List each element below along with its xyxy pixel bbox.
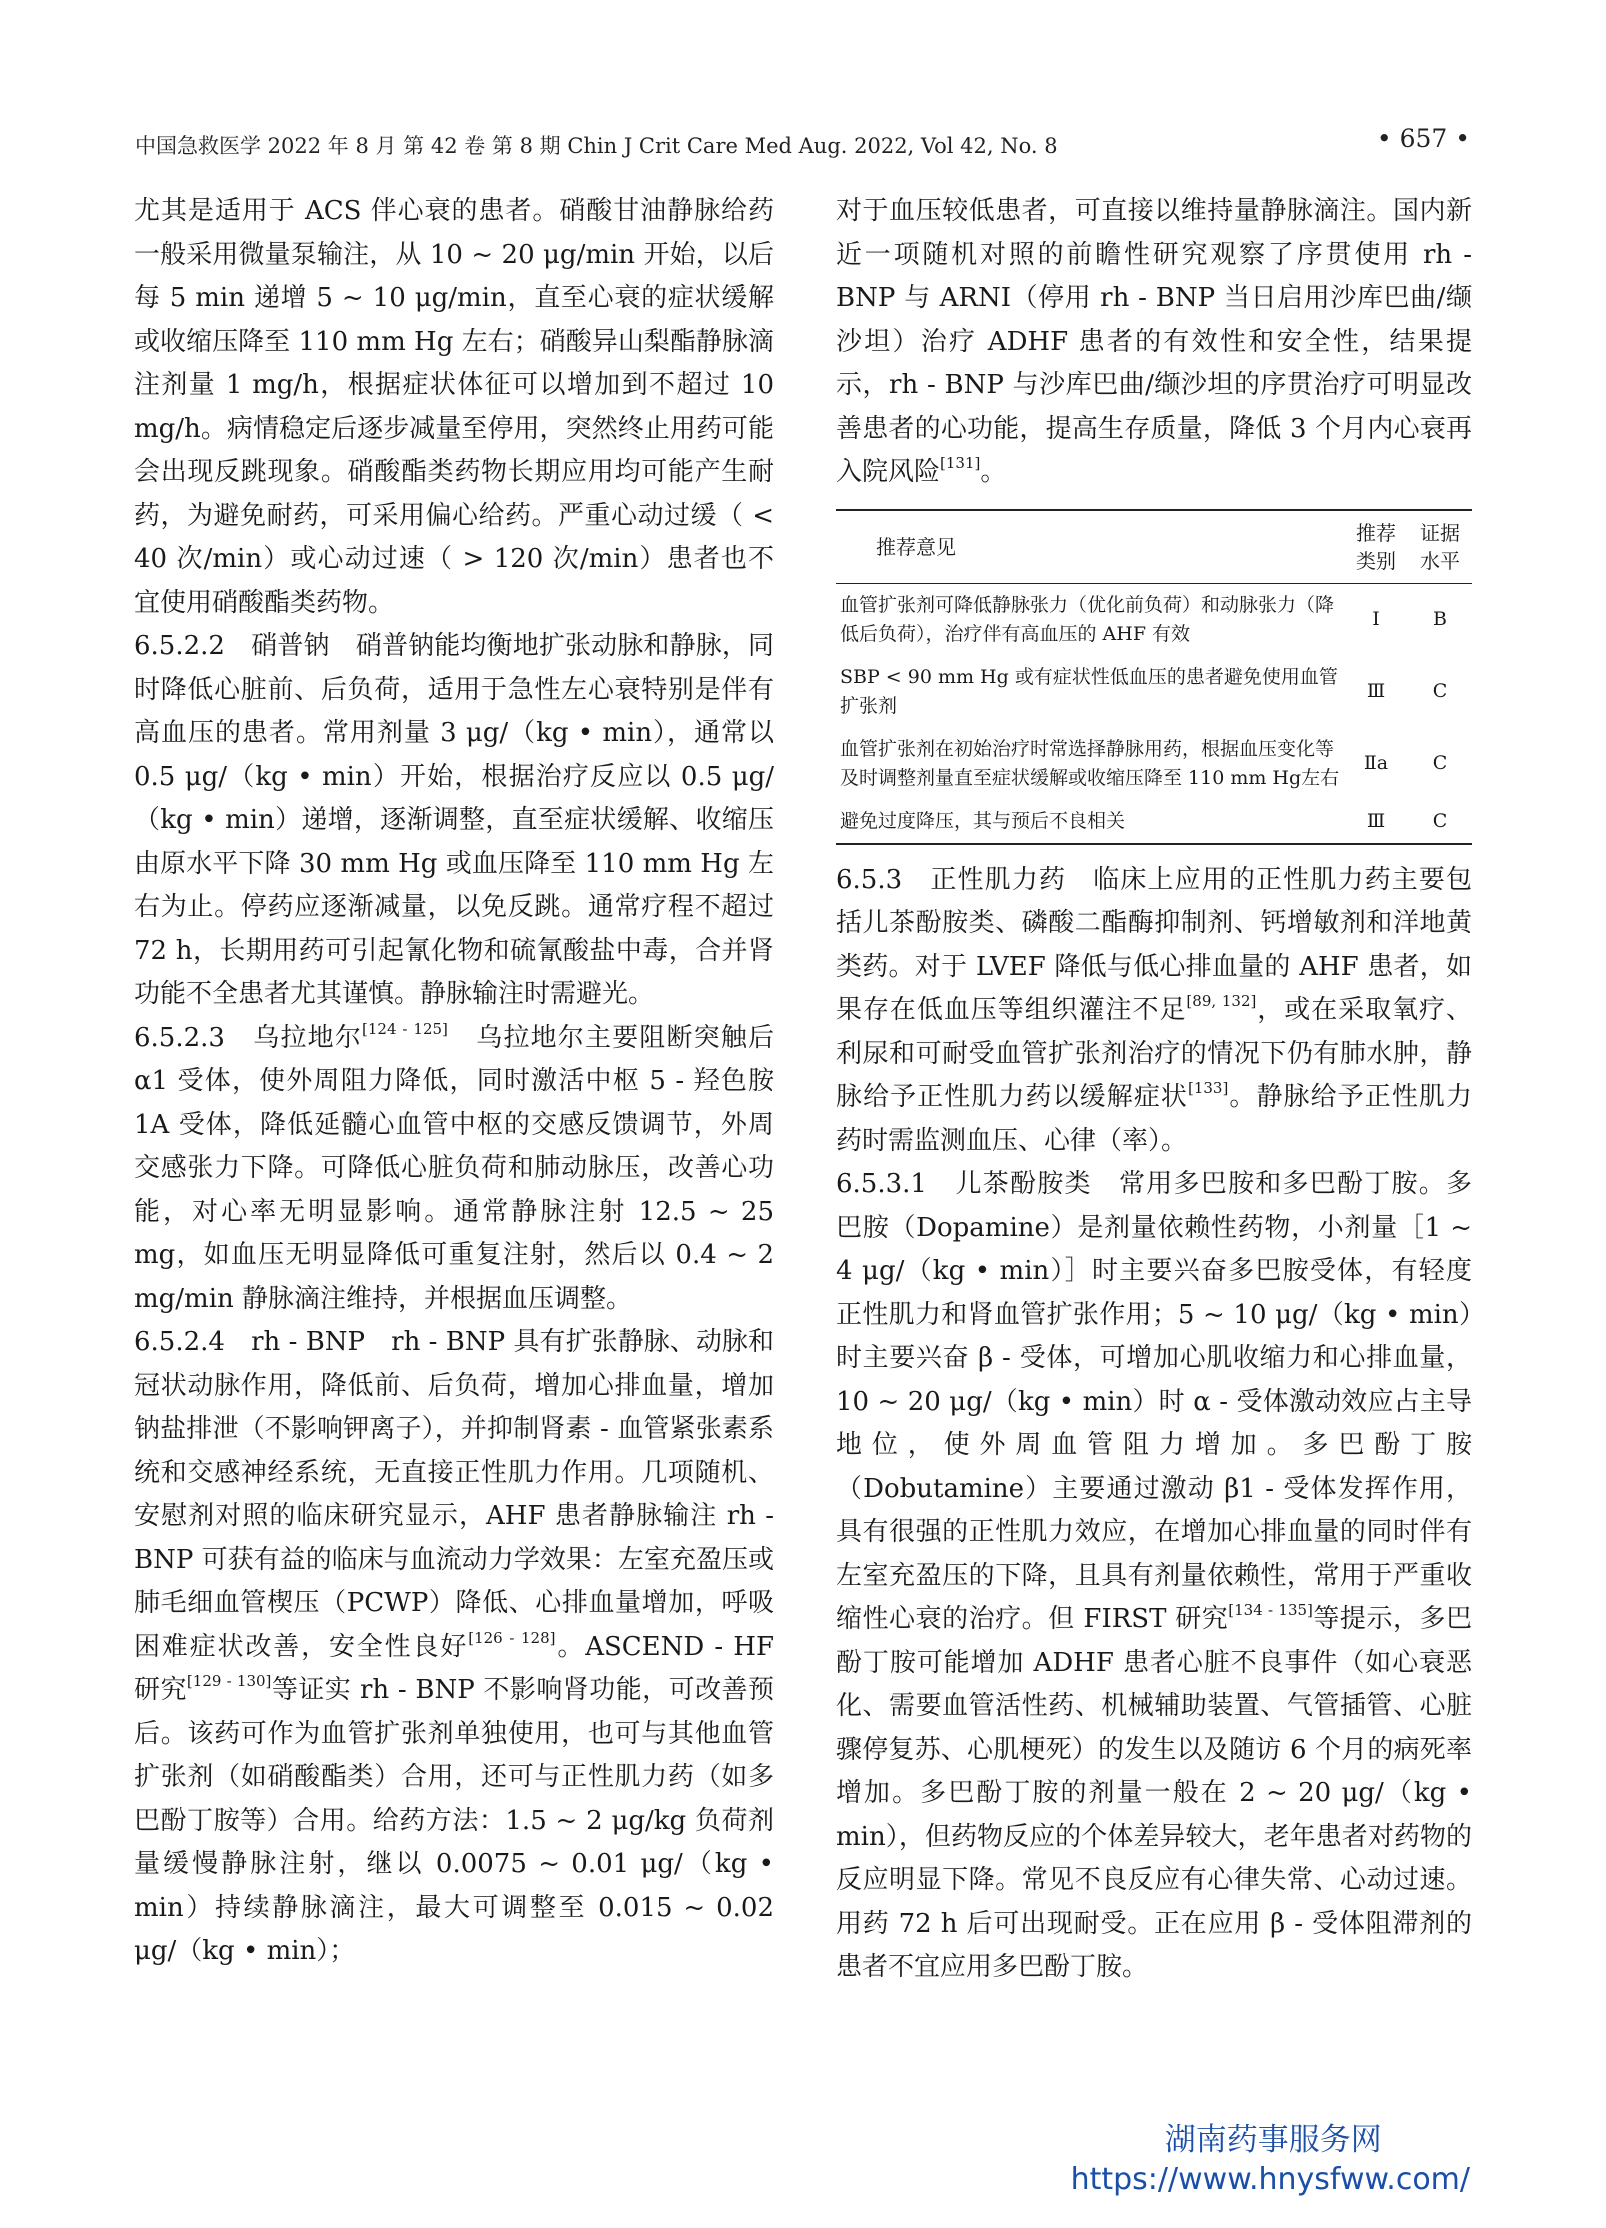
header-recommendation: 推荐意见 xyxy=(836,510,1344,584)
recommendation-class: Ⅲ xyxy=(1366,680,1386,702)
section-6-5-3-1: 6.5.3.1 儿茶酚胺类 常用多巴胺和多巴酚丁胺。多巴胺（Dopamine）是剂量依赖性药物，小剂量［1 ~ 4 μg/（kg • min）］时主要兴奋多巴胺受体，有轻度正性肌力和肾血管扩张作用；5 ~ 10 μg/（kg • min）时主要兴奋 β - 受体，可增加心肌收缩力和心排血量，10 ~ 20 μg/（kg • min）时 α - 受体激动效应占主导地位，使外周血管阻力增加。多巴酚丁胺（Dobutamine）主要通过激动 β1 - 受体发挥作用，具有很强的正性肌力效应，在增加心排血量的同时伴有左室充盈压的下降，且具有剂量依赖性，常用于严重收缩性心衰的治疗。但 FIRST 研究[134 - 135]等提示，多巴酚丁胺可能增加 ADHF 患者心脏不良事件（如心衰恶化、需要血管活性药、机械辅助装置、气管插管、心脏骤停复苏、心肌梗死）的发生以及随访 6 个月的病死率增加。多巴酚丁胺的剂量一般在 2 ~ 20 μg/（kg • min），但药物反应的个体差异较大，老年患者对药物的反应明显下降。常见不良反应有心律失常、心动过速。用药 72 h 后可出现耐受。正在应用 β - 受体阻滞剂的患者不宜应用多巴酚丁胺。 xyxy=(836,1169,1472,1982)
left-column xyxy=(134,190,774,1974)
table-row xyxy=(836,728,1472,800)
recommendation-class: Ⅱa xyxy=(1363,752,1389,774)
section-title: 6.5.3.1 儿茶酚胺类 xyxy=(836,1169,1092,1199)
section-title: 6.5.2.3 乌拉地尔 xyxy=(134,1022,362,1053)
citation-ref: [89, 132] xyxy=(1186,992,1257,1010)
recommendation-class: Ⅲ xyxy=(1344,800,1408,844)
citation-ref: [131] xyxy=(940,454,981,472)
recommendation-text: 血管扩张剂可降低静脉张力（优化前负荷）和动脉张力（降低后负荷），治疗伴有高血压的 AHF 有效 xyxy=(840,593,1335,645)
evidence-level: C xyxy=(1432,680,1448,702)
paragraph: 尤其是适用于 ACS 伴心衰的患者。硝酸甘油静脉给药一般采用微量泵输注，从 10 ~ 20 μg/min 开始，以后每 5 min 递增 5 ~ 10 μg/min，直至心衰的症状缓解或收缩压降至 110 mm Hg 左右；硝酸异山梨酯静脉滴注剂量 1 mg/h，根据症状体征可以增加到不超过 10 mg/h。病情稳定后逐步减量至停用，突然终止用药可能会出现反跳现象。硝酸酯类药物长期应用均可能产生耐药，为避免耐药，可采用偏心给药。严重心动过缓（ < 40 次/min）或心动过速（ > 120 次/min）患者也不宜使用硝酸酯类药物。 xyxy=(134,196,774,618)
watermark-url: https://www.hnysfww.com/ xyxy=(1070,2162,1470,2197)
table-row xyxy=(836,583,1472,656)
paragraph: 对于血压较低患者，可直接以维持量静脉滴注。国内新近一项随机对照的前瞻性研究观察了序贯使用 rh - BNP 与 ARNI（停用 rh - BNP 当日启用沙库巴曲/缬沙坦）治疗 ADHF 患者的有效性和安全性，结果提示，rh - BNP 与沙库巴曲/缬沙坦的序贯治疗可明显改善患者的心功能，提高生存质量，降低 3 个月内心衰再入院风险[131]。 xyxy=(836,196,1472,487)
table-row xyxy=(836,800,1472,844)
header-level: 证据水平 xyxy=(1408,510,1472,584)
recommendation-table xyxy=(836,509,1472,845)
citation-ref: [124 - 125] xyxy=(362,1019,448,1038)
section-title: 6.5.2.4 rh - BNP xyxy=(134,1327,366,1357)
recommendation-class: Ⅰ xyxy=(1372,608,1380,630)
section-6-5-3: 6.5.3 正性肌力药 临床上应用的正性肌力药主要包括儿茶酚胺类、磷酸二酯酶抑制剂、钙增敏剂和洋地黄类药。对于 LVEF 降低与低心排血量的 AHF 患者，如果存在低血压等组织灌注不足[89, 132]，或在采取氧疗、利尿和可耐受血管扩张剂治疗的情况下仍有肺水肿，静脉给予正性肌力药以缓解症状[133]。静脉给予正性肌力药时需监测血压、心律（率）。 xyxy=(836,864,1472,1156)
recommendation-text: 血管扩张剂在初始治疗时常选择静脉用药，根据血压变化等及时调整剂量直至症状缓解或收缩压降至 110 mm Hg左右 xyxy=(840,737,1340,789)
citation-ref: [133] xyxy=(1187,1079,1229,1097)
right-column xyxy=(836,190,1472,1990)
citation-ref: [134 - 135] xyxy=(1228,1601,1313,1619)
watermark xyxy=(1071,2120,1470,2200)
page-number: • 657 • xyxy=(1376,124,1470,153)
section-6-5-2-4: 6.5.2.4 rh - BNP rh - BNP 具有扩张静脉、动脉和冠状动脉作用，降低前、后负荷，增加心排血量，增加钠盐排泄（不影响钾离子），并抑制肾素 - 血管紧张素系统和交感神经系统，无直接正性肌力作用。几项随机、安慰剂对照的临床研究显示，AHF 患者静脉输注 rh - BNP 可获有益的临床与血流动力学效果：左室充盈压或肺毛细血管楔压（PCWP）降低、心排血量增加，呼吸困难症状改善，安全性良好[126 - 128]。ASCEND - HF 研究[129 - 130]等证实 rh - BNP 不影响肾功能，可改善预后。该药可作为血管扩张剂单独使用，也可与其他血管扩张剂（如硝酸酯类）合用，还可与正性肌力药（如多巴酚丁胺等）合用。给药方法：1.5 ~ 2 μg/kg 负荷剂量缓慢静脉注射，继以 0.0075 ~ 0.01 μg/（kg • min）持续静脉滴注，最大可调整至 0.015 ~ 0.02 μg/（kg • min）； xyxy=(134,1327,774,1966)
recommendation-text: 避免过度降压，其与预后不良相关 xyxy=(836,800,1344,844)
table-row xyxy=(836,656,1472,728)
evidence-level: B xyxy=(1433,608,1447,630)
watermark-site-name: 湖南药事服务网 xyxy=(1164,2122,1382,2158)
journal-citation: 中国急救医学 2022 年 8 月 第 42 卷 第 8 期 Chin J Crit Care Med Aug. 2022, Vol 42, No. 8 xyxy=(135,134,1058,158)
recommendation-table-wrap xyxy=(836,509,1472,845)
running-header xyxy=(135,122,1470,162)
table-header-row xyxy=(836,510,1472,584)
recommendation-text: SBP < 90 mm Hg 或有症状性低血压的患者避免使用血管扩张剂 xyxy=(840,665,1338,717)
header-class: 推荐类别 xyxy=(1344,510,1408,584)
citation-ref: [126 - 128] xyxy=(468,1628,556,1647)
section-6-5-2-3: 6.5.2.3 乌拉地尔[124 - 125] 乌拉地尔主要阻断突触后 α1 受体，使外周阻力降低，同时激活中枢 5 - 羟色胺 1A 受体，降低延髓心血管中枢的交感反馈调节，外周交感张力下降。可降低心脏负荷和肺动脉压，改善心功能，对心率无明显影响。通常静脉注射 12.5 ~ 25 mg，如血压无明显降低可重复注射，然后以 0.4 ~ 2 mg/min 静脉滴注维持，并根据血压调整。 xyxy=(134,1019,774,1314)
section-6-5-2-2: 6.5.2.2 硝普钠 硝普钠能均衡地扩张动脉和静脉，同时降低心脏前、后负荷，适用于急性左心衰特别是伴有高血压的患者。常用剂量 3 μg/（kg • min），通常以 0.5 μg/（kg • min）开始，根据治疗反应以 0.5 μg/（kg • min）递增，逐渐调整，直至症状缓解、收缩压由原水平下降 30 mm Hg 或血压降至 110 mm Hg 左右为止。停药应逐渐减量，以免反跳。通常疗程不超过 72 h，长期用药可引起氰化物和硫氰酸盐中毒，合并肾功能不全患者尤其谨慎。静脉输注时需避光。 xyxy=(134,631,774,1009)
evidence-level: C xyxy=(1408,800,1472,844)
evidence-level: C xyxy=(1432,752,1448,774)
citation-ref: [129 - 130] xyxy=(186,1672,272,1690)
section-title: 6.5.3 正性肌力药 xyxy=(836,864,1067,895)
section-title: 6.5.2.2 硝普钠 xyxy=(134,631,330,661)
